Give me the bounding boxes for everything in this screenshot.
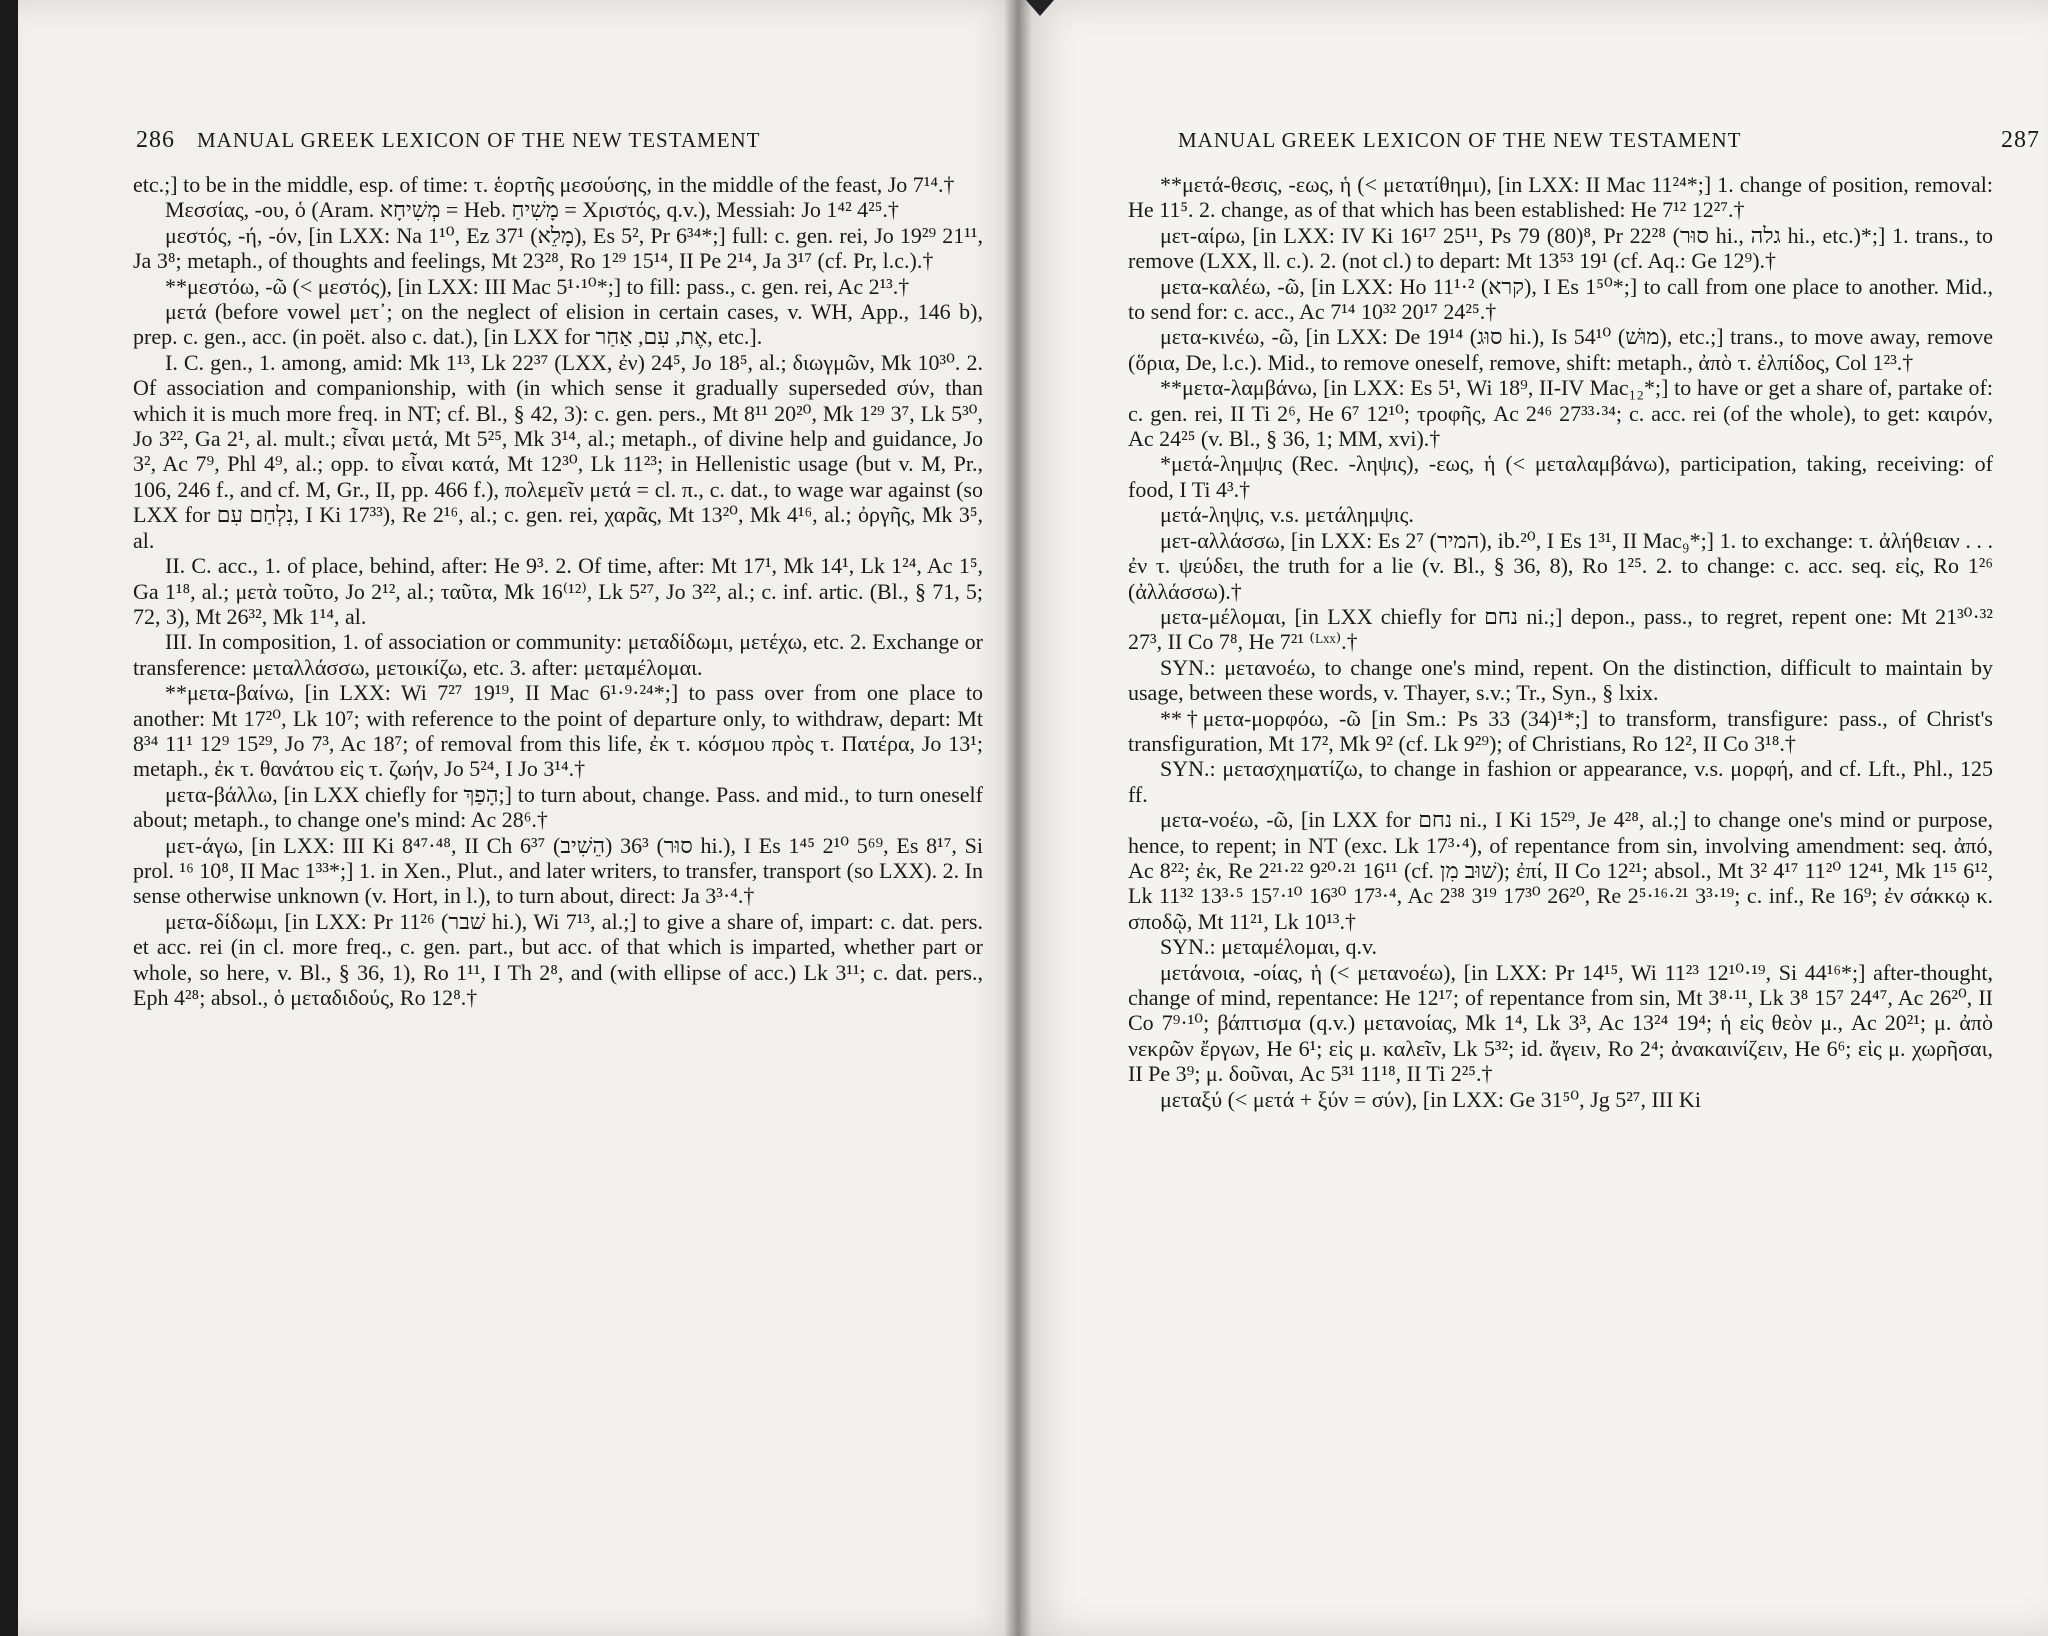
lexicon-entry: μετα-δίδωμι, [in LXX: Pr 11²⁶ (שׁבר hi.), Wi 7¹³, al.;] to give a share of, impart: c. dat. pers. et acc. rei (in cl. more freq., c. gen. part., but acc. of that which is imparted, whether part or whole, so here, v. Bl., § 36, 1), Ro 1¹¹, I Th 2⁸, and (with ellipse of acc.) Lk 3¹¹; c. dat. pers., Eph 4²⁸; absol., ὁ μεταδιδούς, Ro 12⁸.† [133, 908, 983, 1010]
book-gutter [1004, 0, 1032, 1636]
page-number: 287 [2001, 127, 2040, 153]
left-page-header [136, 127, 978, 157]
page-number: 286 [136, 127, 175, 153]
lexicon-entry: **μετά-θεσις, -εως, ἡ (< μετατίθημι), [in LXX: II Mac 11²⁴*;] 1. change of position, removal: He 11⁵. 2. change, as of that which has been established: He 7¹² 12²⁷.† [1128, 172, 1993, 223]
lexicon-entry: μεταξύ (< μετά + ξύν = σύν), [in LXX: Ge 31⁵⁰, Jg 5²⁷, III Ki [1160, 1086, 1701, 1112]
lexicon-entry: II. C. acc., 1. of place, behind, after: He 9³. 2. Of time, after: Mt 17¹, Mk 14¹, Lk 1²⁴, Ac 1⁵, Ga 1¹⁸, al.; μετὰ τοῦτο, Jo 2¹², al.; ταῦτα, Mk 16⁽¹²⁾, Lk 5²⁷, Jo 3²², al.; c. inf. artic. (Bl., § 71, 5; 72, 3), Mt 26³², Mk 1¹⁴, al. [133, 553, 983, 629]
lexicon-entry: μετα-βάλλω, [in LXX chiefly for הָפַךְ;] to turn about, change. Pass. and mid., to turn oneself about; metaph., to change one's mind: Ac 28⁶.† [133, 781, 983, 833]
lexicon-entry: μετ-αίρω, [in LXX: IV Ki 16¹⁷ 25¹¹, Ps 79 (80)⁸, Pr 22²⁸ (סוּר hi., גלה hi., etc.)*;] 1. trans., to remove (LXX, ll. c.). 2. (not cl.) to depart: Mt 13⁵³ 19¹ (cf. Aq.: Ge 12⁹).† [1128, 222, 1993, 274]
lexicon-entry: SYN.: μεταμέλομαι, q.v. [1160, 934, 1378, 960]
right-page [1018, 0, 2048, 1636]
left-page-text [133, 172, 983, 1010]
lexicon-entry: SYN.: μετασχηματίζω, to change in fashion or appearance, v.s. μορφή, and cf. Lft., Phl., 125 ff. [1128, 756, 1993, 807]
lexicon-entry: μετά-ληψις, v.s. μετάλημψις. [1160, 502, 1414, 528]
lexicon-entry: μετ-άγω, [in LXX: III Ki 8⁴⁷·⁴⁸, II Ch 6³⁷ (הֵשִׁיב) 36³ (סוּר hi.), I Es 1⁴⁵ 2¹⁰ 5⁶⁹, Es 8¹⁷, Si prol. ¹⁶ 10⁸, II Mac 1³³*;] 1. in Xen., Plut., and later writers, to transfer, transport (so LXX). 2. In sense otherwise unknown (v. Hort, in l.), to turn about, direct: Ja 3³·⁴.† [133, 832, 984, 909]
lexicon-entry: **†μετα-μορφόω, -ῶ [in Sm.: Ps 33 (34)¹*;] to transform, transfigure: pass., of Christ's transfiguration, Mt 17², Mk 9² (cf. Lk 9²⁹); of Christians, Ro 12², II Co 3¹⁸.† [1128, 705, 1993, 756]
lexicon-entry: μεστός, -ή, -όν, [in LXX: Na 1¹⁰, Ez 37¹ (מָלֵא), Es 5², Pr 6³⁴*;] full: c. gen. rei, Jo 19²⁹ 21¹¹, Ja 3⁸; metaph., of thoughts and feelings, Mt 23²⁸, Ro 1²⁹ 15¹⁴, II Pe 2¹⁴, Ja 3¹⁷ (cf. Pr, l.c.).† [133, 222, 983, 274]
running-title: MANUAL GREEK LEXICON OF THE NEW TESTAMENT [197, 128, 761, 152]
lexicon-entry: μετα-κινέω, -ῶ, [in LXX: De 19¹⁴ (סוּג hi.), Is 54¹⁰ (מוּשׁ), etc.;] trans., to move away, remove (ὅρια, De, l.c.). Mid., to remove oneself, remove, shift: metaph., ἀπὸ τ. ἐλπίδος, Col 1²³.† [1128, 324, 1993, 375]
lexicon-entry: μετάνοια, -οίας, ἡ (< μετανοέω), [in LXX: Pr 14¹⁵, Wi 11²³ 12¹⁰·¹⁹, Si 44¹⁶*;] after-thought, change of mind, repentance: He 12¹⁷; of repentance from sin, Mt 3⁸·¹¹, Lk 3⁸ 15⁷ 24⁴⁷, Ac 26²⁰, II Co 7⁹·¹⁰; βάπτισμα (q.v.) μετανοίας, Mk 1⁴, Lk 3³, Ac 13²⁴ 19⁴; ἡ εἰς θεὸν μ., Ac 20²¹; μ. ἀπὸ νεκρῶν ἔργων, He 6¹; εἰς μ. καλεῖν, Lk 5³²; id. ἄγειν, Ro 2⁴; ἀνακαινίζειν, He 6⁶; εἰς μ. χωρῆσαι, II Pe 3⁹; μ. δοῦναι, Ac 5³¹ 11¹⁸, II Ti 2²⁵.† [1128, 959, 1993, 1087]
lexicon-entry: **μεστόω, -ῶ (< μεστός), [in LXX: III Mac 5¹·¹⁰*;] to fill: pass., c. gen. rei, Ac 2¹³.† [165, 273, 910, 299]
lexicon-entry: *μετά-λημψις (Rec. -ληψις), -εως, ἡ (< μεταλαμβάνω), participation, taking, receiving: of food, I Ti 4³.† [1128, 451, 1993, 502]
lexicon-entry: **μετα-λαμβάνω, [in LXX: Es 5¹, Wi 18⁹, II-IV Mac₁₂*;] to have or get a share of, partake of: c. gen. rei, II Ti 2⁶, He 6⁷ 12¹⁰; τροφῆς, Ac 2⁴⁶ 27³³·³⁴; c. acc. rei (of the whole), to get: καιρόν, Ac 24²⁵ (v. Bl., § 36, 1; MM, xvi).† [1128, 375, 1993, 452]
lexicon-entry: μετ-αλλάσσω, [in LXX: Es 2⁷ (המיר), ib.²⁰, I Es 1³¹, II Mac₉*;] 1. to exchange: τ. ἀλήθειαν . . . ἐν τ. ψεύδει, the truth for a lie (v. Bl., § 36, 8), Ro 1²⁵. 2. to change: c. acc. seq. εἰς, Ro 1²⁶ (ἀλλάσσω).† [1128, 527, 1993, 604]
lexicon-entry: μετα-μέλομαι, [in LXX chiefly for נחם ni.;] depon., pass., to regret, repent one: Mt 21³⁰·³² 27³, II Co 7⁸, He 7²¹ ⁽ᴸˣˣ⁾.† [1128, 603, 1993, 655]
lexicon-entry: SYN.: μετανοέω, to change one's mind, repent. On the distinction, difficult to maintain by usage, between these words, v. Thayer, s.v.; Tr., Syn., § lxix. [1128, 654, 1993, 706]
left-page [18, 0, 1018, 1636]
right-page-header [1178, 127, 2040, 157]
right-page-text [1128, 172, 1993, 1112]
lexicon-entry: **μετα-βαίνω, [in LXX: Wi 7²⁷ 19¹⁹, II Mac 6¹·⁹·²⁴*;] to pass over from one place to another: Mt 17²⁰, Lk 10⁷; with reference to the point of departure only, to withdraw, depart: Mt 8³⁴ 11¹ 12⁹ 15²⁹, Jo 7³, Ac 18⁷; of removal from this life, ἐκ τ. κόσμου πρὸς τ. Πατέρα, Jo 13¹; metaph., ἐκ τ. θανάτου εἰς τ. ζωήν, Jo 5²⁴, I Jo 3¹⁴.† [133, 680, 983, 782]
lexicon-entry: III. In composition, 1. of association or community: μεταδίδωμι, μετέχω, etc. 2. Exchange or transference: μεταλλάσσω, μετοικίζω, etc. 3. after: μεταμέλομαι. [133, 629, 983, 680]
running-title: MANUAL GREEK LEXICON OF THE NEW TESTAMENT [1178, 128, 1742, 152]
lexicon-entry: μετα-καλέω, -ῶ, [in LXX: Ho 11¹·² (קרא), I Es 1⁵⁰*;] to call from one place to another. Mid., to send for: c. acc., Ac 7¹⁴ 10³² 20¹⁷ 24²⁵.† [1128, 273, 1993, 325]
lexicon-entry: I. C. gen., 1. among, amid: Mk 1¹³, Lk 22³⁷ (LXX, ἐν) 24⁵, Jo 18⁵, al.; διωγμῶν, Mk 10³⁰. 2. Of association and companionship, with (in which sense it gradually superseded σύν, than which it is much more freq. in NT; cf. Bl., § 42, 3): c. gen. pers., Mt 8¹¹ 20²⁰, Mk 1²⁹ 3⁷, Lk 5³⁰, Jo 3²², Ga 2¹, al. mult.; εἶναι μετά, Mt 5²⁵, Mk 3¹⁴, al.; metaph., of divine help and guidance, Jo 3², Ac 7⁹, Phl 4⁹, al.; opp. to εἶναι κατά, Mt 12³⁰, Lk 11²³; in Hellenistic usage (but v. M, Pr., 106, 246 f., and cf. M, Gr., II, pp. 466 f.), πολεμεῖν μετά = cl. π., c. dat., to wage war against (so LXX for נִלְחַם עִם, I Ki 17³³), Re 2¹⁶, al.; c. gen. rei, χαρᾶς, Mt 13²⁰, Mk 4¹⁶, al.; ὀργῆς, Mk 3⁵, al. [133, 349, 983, 553]
lexicon-entry: μετα-νοέω, -ῶ, [in LXX for נחם ni., I Ki 15²⁹, Je 4²⁸, al.;] to change one's mind or purpose, hence, to repent; in NT (exc. Lk 17³·⁴), of repentance from sin, involving amendment: seq. ἀπό, Ac 8²²; ἐκ, Re 2²¹·²² 9²⁰·²¹ 16¹¹ (cf. שׁוּב מִן); ἐπί, II Co 12²¹; absol., Mt 3² 4¹⁷ 11²⁰ 12⁴¹, Mk 1¹⁵ 6¹², Lk 11³² 13³·⁵ 15⁷·¹⁰ 16³⁰ 17³·⁴, Ac 2³⁸ 3¹⁹ 17³⁰ 26²⁰, Re 2⁵·¹⁶·²¹ 3³·¹⁹; c. inf., Re 16⁹; ἐν σάκκῳ κ. σποδῷ, Mt 11²¹, Lk 10¹³.† [1128, 807, 1993, 934]
binding-notch [1026, 0, 1054, 16]
lexicon-entry: etc.;] to be in the middle, esp. of time: τ. ἑορτῆς μεσούσης, in the middle of the feast, Jo 7¹⁴.† [133, 172, 955, 197]
lexicon-entry: Μεσσίας, -ου, ὁ (Aram. מְשִׁיחָא = Heb. מָשִׁיחַ = Χριστός, q.v.), Messiah: Jo 1⁴² 4²⁵.† [165, 197, 899, 223]
lexicon-entry: μετά (before vowel μετ᾽; on the neglect of elision in certain cases, v. WH, App., 146 b), prep. c. gen., acc. (in poët. also c. dat.), [in LXX for אֶת, עִם, אַחַר, etc.]. [133, 299, 983, 350]
